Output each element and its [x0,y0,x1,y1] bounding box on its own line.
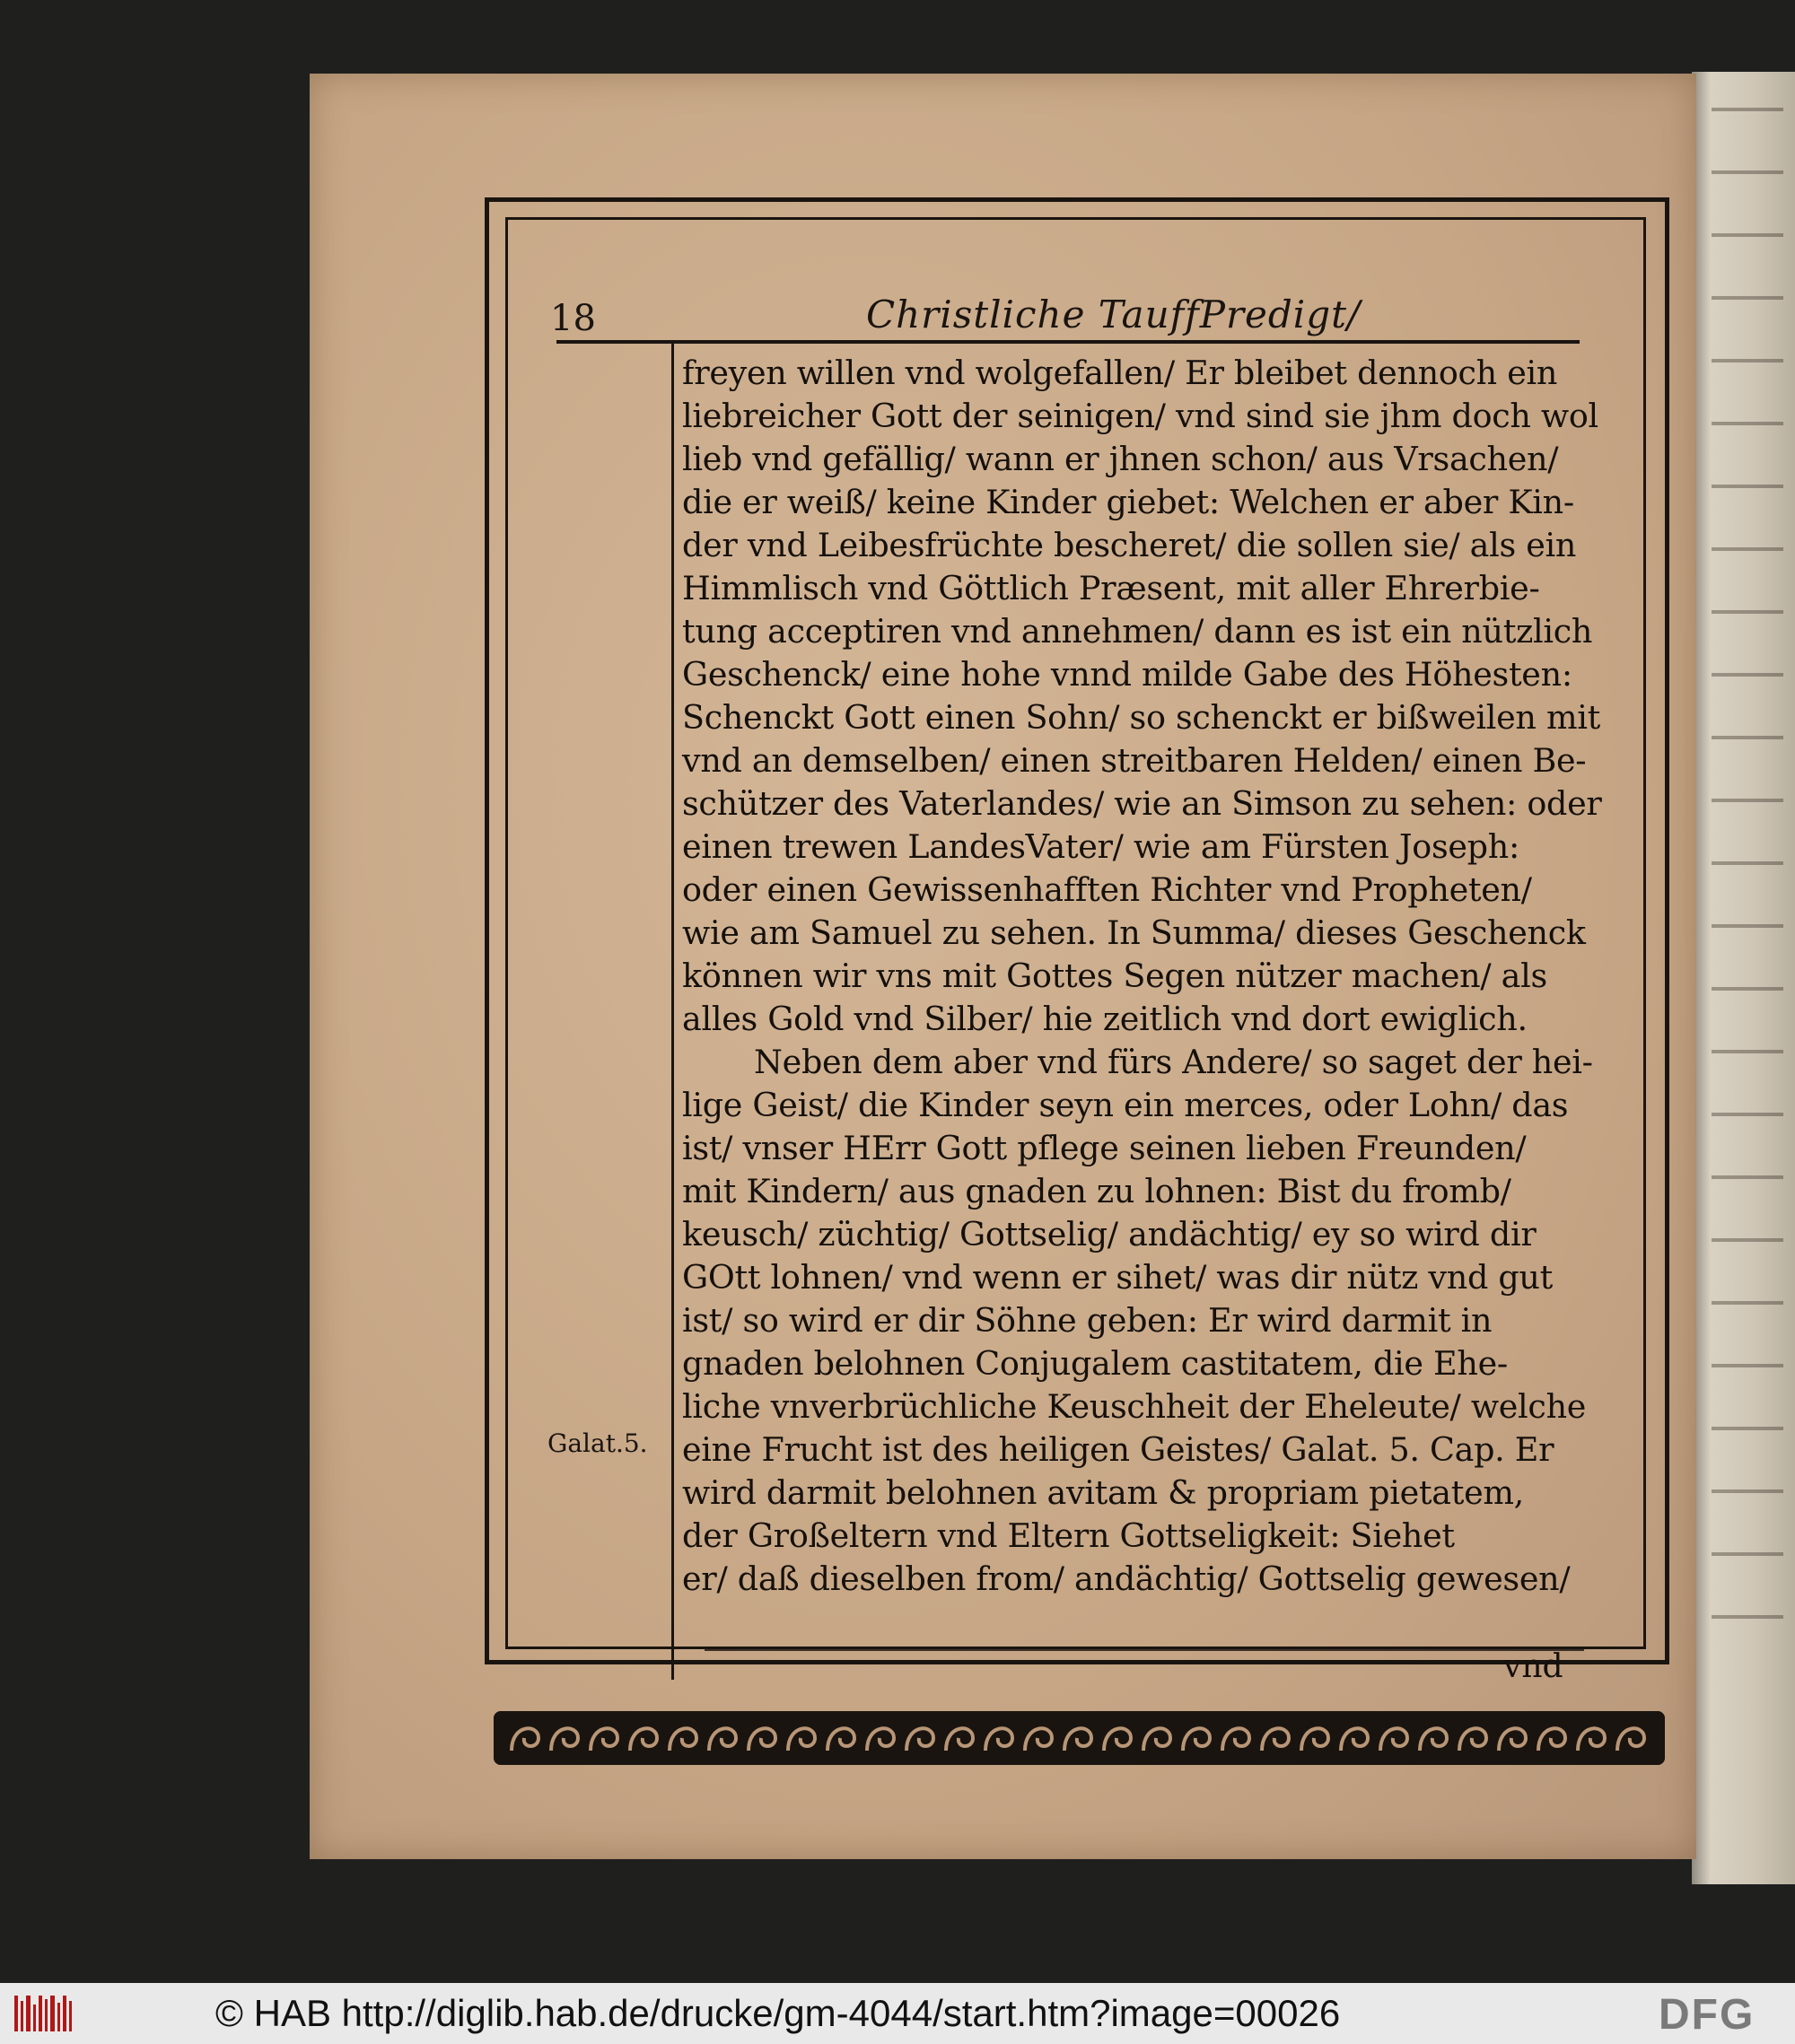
text-line: ist/ so wird er dir Söhne geben: Er wird darmit in [682,1301,1493,1340]
text-line: tung acceptiren vnd annehmen/ dann es ist ein nützlich [682,612,1593,651]
text-line: mit Kindern/ aus gnaden zu lohnen: Bist du fromb/ [682,1172,1511,1210]
text-line: oder einen Gewissenhafften Richter vnd Propheten/ [682,870,1532,909]
text-line: wird darmit belohnen avitam & propriam pietatem, [682,1473,1524,1512]
credit-bar [0,1983,1795,2044]
text-line: lieb vnd gefällig/ wann er jhnen schon/ aus Vrsachen/ [682,440,1559,478]
text-line: Neben dem aber vnd fürs Andere/ so saget der hei- [754,1043,1593,1081]
text-block [682,352,1602,1601]
text-line: liebreicher Gott der seinigen/ vnd sind sie jhm doch wol [682,397,1598,435]
ornament-border [494,1711,1665,1765]
text-line: ist/ vnser HErr Gott pflege seinen lieben Freunden/ [682,1129,1527,1167]
credit-text: © HAB http://diglib.hab.de/drucke/gm-4044/start.htm?image=00026 [215,1992,1341,2034]
text-line: lige Geist/ die Kinder seyn ein merces, oder Lohn/ das [682,1086,1569,1124]
book-page [310,74,1696,1859]
hab-barcode-logo [13,1992,75,2035]
text-line: freyen willen vnd wolgefallen/ Er bleibet dennoch ein [682,354,1558,392]
text-line: der Großeltern vnd Eltern Gottseligkeit: Siehet [682,1516,1455,1555]
text-line: vnd an demselben/ einen streitbaren Helden/ einen Be- [682,741,1587,780]
text-line: alles Gold vnd Silber/ hie zeitlich vnd dort ewiglich. [682,1000,1528,1038]
running-head: Christliche TauffPredigt/ [866,293,1362,336]
catchword: vnd [1503,1648,1563,1685]
text-line: er/ daß dieselben from/ andächtig/ Gottselig gewesen/ [682,1559,1571,1598]
text-line: gnaden belohnen Conjugalem castitatem, die Ehe- [682,1344,1508,1383]
text-line: schützer des Vaterlandes/ wie an Simson zu sehen: oder [682,784,1602,823]
ornament-pattern [494,1711,1665,1765]
adjacent-page-edge [1692,72,1795,1884]
text-line: Himmlisch vnd Göttlich Præsent, mit aller Ehrerbie- [682,569,1540,607]
text-line: einen trewen LandesVater/ wie am Fürsten Joseph: [682,827,1519,866]
text-line: die er weiß/ keine Kinder giebet: Welchen er aber Kin- [682,483,1574,521]
text-line: liche vnverbrüchliche Keuschheit der Eheleute/ welche [682,1387,1587,1426]
marginal-note: Galat.5. [547,1428,648,1458]
text-line: können wir vns mit Gottes Segen nützer machen/ als [682,956,1547,995]
text-line: eine Frucht ist des heiligen Geistes/ Galat. 5. Cap. Er [682,1430,1554,1469]
text-line: wie am Samuel zu sehen. In Summa/ dieses Geschenck [682,913,1586,952]
text-line: Geschenck/ eine hohe vnnd milde Gabe des Höhesten: [682,655,1572,694]
header-rule [556,340,1580,344]
text-line: GOtt lohnen/ vnd wenn er sihet/ was dir nütz vnd gut [682,1258,1553,1297]
page-number: 18 [550,298,596,339]
text-line: der vnd Leibesfrüchte bescheret/ die sollen sie/ als ein [682,526,1577,564]
text-line: Schenckt Gott einen Sohn/ so schenckt er bißweilen mit [682,698,1600,737]
text-line: keusch/ züchtig/ Gottselig/ andächtig/ ey so wird dir [682,1215,1537,1253]
dfg-logo: DFG [1659,1991,1756,2039]
footer-rule [705,1648,1584,1651]
margin-rule [671,343,674,1680]
